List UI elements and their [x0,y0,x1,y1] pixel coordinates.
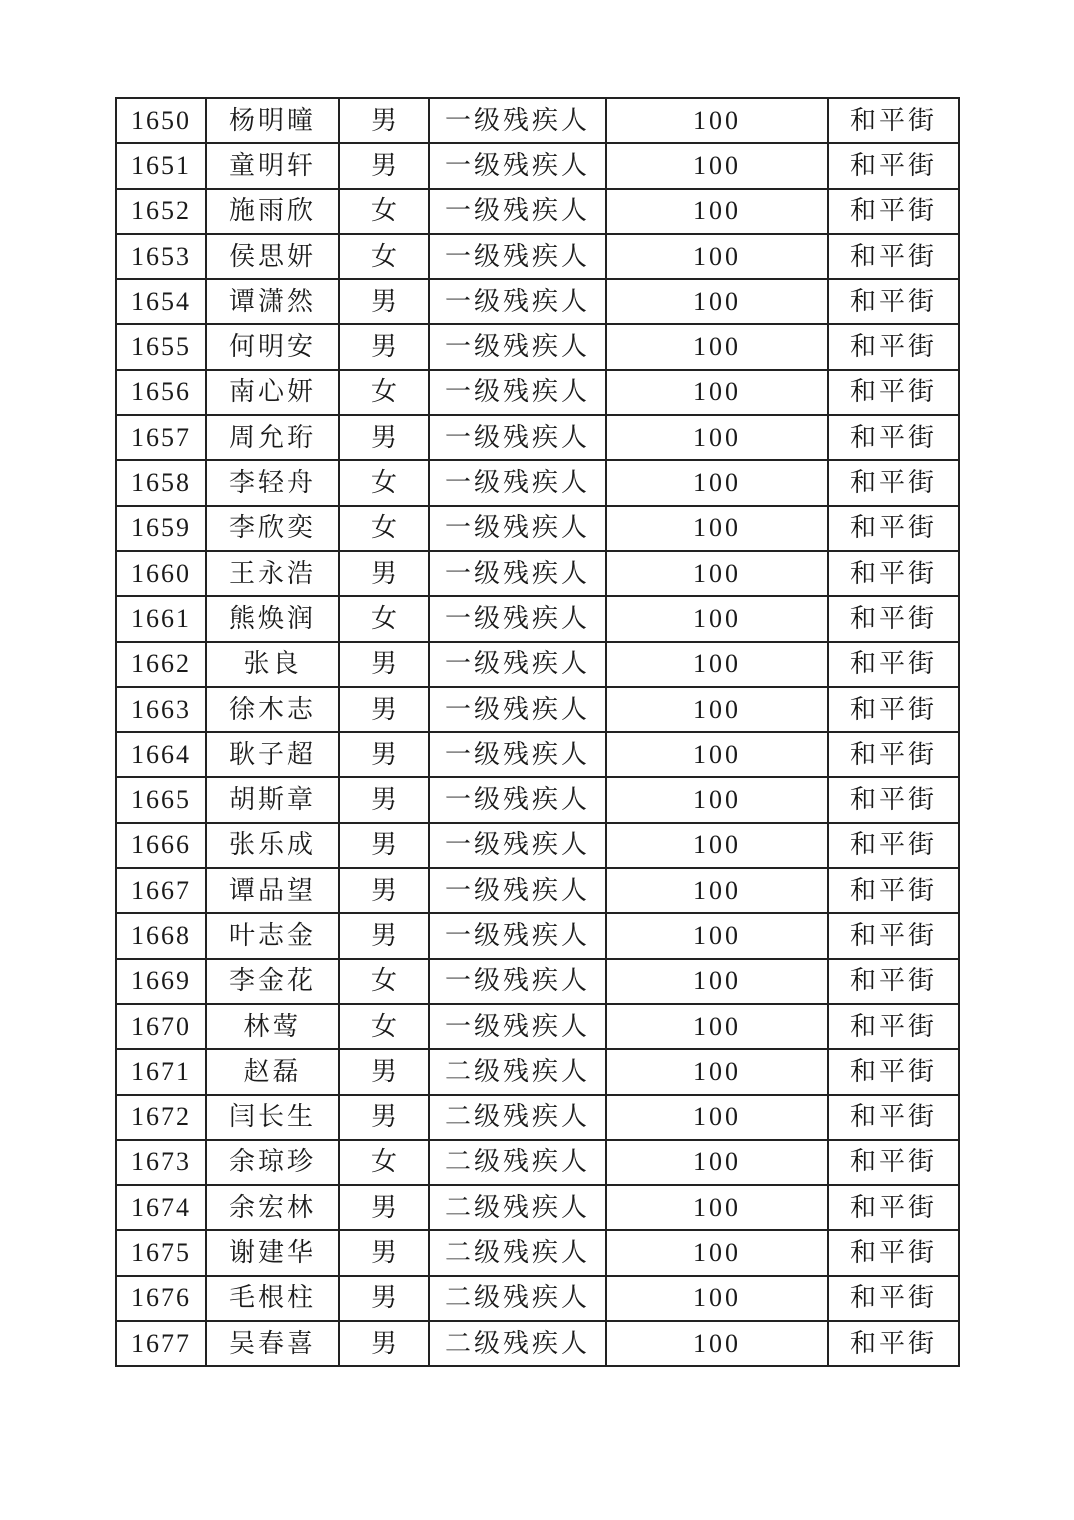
street-cell: 和平街 [828,1185,959,1230]
gender-cell: 男 [339,415,429,460]
serial-number-cell: 1650 [116,98,206,143]
street-cell: 和平街 [828,913,959,958]
name-cell: 谢建华 [206,1230,339,1275]
amount-cell: 100 [606,913,828,958]
name-cell: 李轻舟 [206,460,339,505]
table-row [116,189,959,234]
amount-cell: 100 [606,1049,828,1094]
table-row [116,370,959,415]
gender-cell: 男 [339,98,429,143]
name-cell: 李欣奕 [206,506,339,551]
amount-cell: 100 [606,687,828,732]
table-row [116,642,959,687]
name-cell: 李金花 [206,959,339,1004]
table-row [116,1095,959,1140]
name-cell: 张良 [206,642,339,687]
amount-cell: 100 [606,460,828,505]
disability-level-cell: 一级残疾人 [429,143,606,188]
serial-number-cell: 1674 [116,1185,206,1230]
street-cell: 和平街 [828,868,959,913]
serial-number-cell: 1665 [116,777,206,822]
street-cell: 和平街 [828,98,959,143]
table-row [116,1049,959,1094]
amount-cell: 100 [606,370,828,415]
subsidy-roster-table [115,97,960,1367]
amount-cell: 100 [606,415,828,460]
gender-cell: 男 [339,642,429,687]
street-cell: 和平街 [828,1049,959,1094]
street-cell: 和平街 [828,1321,959,1366]
name-cell: 胡斯章 [206,777,339,822]
table-row [116,1185,959,1230]
disability-level-cell: 一级残疾人 [429,98,606,143]
serial-number-cell: 1662 [116,642,206,687]
street-cell: 和平街 [828,1230,959,1275]
gender-cell: 女 [339,1140,429,1185]
name-cell: 赵磊 [206,1049,339,1094]
disability-level-cell: 二级残疾人 [429,1049,606,1094]
gender-cell: 女 [339,234,429,279]
amount-cell: 100 [606,777,828,822]
street-cell: 和平街 [828,1095,959,1140]
disability-level-cell: 一级残疾人 [429,868,606,913]
gender-cell: 男 [339,687,429,732]
serial-number-cell: 1675 [116,1230,206,1275]
gender-cell: 男 [339,1321,429,1366]
serial-number-cell: 1658 [116,460,206,505]
table-row [116,596,959,641]
serial-number-cell: 1664 [116,732,206,777]
gender-cell: 男 [339,1185,429,1230]
gender-cell: 男 [339,732,429,777]
street-cell: 和平街 [828,732,959,777]
serial-number-cell: 1652 [116,189,206,234]
name-cell: 张乐成 [206,823,339,868]
gender-cell: 男 [339,868,429,913]
gender-cell: 女 [339,460,429,505]
amount-cell: 100 [606,596,828,641]
disability-level-cell: 一级残疾人 [429,1004,606,1049]
name-cell: 南心妍 [206,370,339,415]
name-cell: 熊焕润 [206,596,339,641]
street-cell: 和平街 [828,1004,959,1049]
serial-number-cell: 1655 [116,324,206,369]
gender-cell: 男 [339,1049,429,1094]
gender-cell: 男 [339,777,429,822]
disability-level-cell: 一级残疾人 [429,234,606,279]
name-cell: 周允珩 [206,415,339,460]
serial-number-cell: 1676 [116,1276,206,1321]
gender-cell: 女 [339,506,429,551]
serial-number-cell: 1657 [116,415,206,460]
street-cell: 和平街 [828,415,959,460]
disability-level-cell: 一级残疾人 [429,506,606,551]
street-cell: 和平街 [828,1140,959,1185]
street-cell: 和平街 [828,823,959,868]
name-cell: 杨明曈 [206,98,339,143]
disability-level-cell: 二级残疾人 [429,1276,606,1321]
serial-number-cell: 1672 [116,1095,206,1140]
table-row [116,732,959,777]
serial-number-cell: 1660 [116,551,206,596]
table-row [116,1140,959,1185]
street-cell: 和平街 [828,777,959,822]
table-row [116,415,959,460]
serial-number-cell: 1663 [116,687,206,732]
name-cell: 谭品望 [206,868,339,913]
table-row [116,551,959,596]
gender-cell: 女 [339,1004,429,1049]
table-row [116,279,959,324]
street-cell: 和平街 [828,460,959,505]
serial-number-cell: 1659 [116,506,206,551]
amount-cell: 100 [606,143,828,188]
amount-cell: 100 [606,959,828,1004]
name-cell: 谭潇然 [206,279,339,324]
serial-number-cell: 1670 [116,1004,206,1049]
name-cell: 叶志金 [206,913,339,958]
name-cell: 施雨欣 [206,189,339,234]
table-row [116,1230,959,1275]
table-row [116,1276,959,1321]
disability-level-cell: 一级残疾人 [429,913,606,958]
disability-level-cell: 一级残疾人 [429,189,606,234]
name-cell: 王永浩 [206,551,339,596]
street-cell: 和平街 [828,642,959,687]
gender-cell: 女 [339,370,429,415]
gender-cell: 女 [339,596,429,641]
street-cell: 和平街 [828,279,959,324]
gender-cell: 男 [339,551,429,596]
serial-number-cell: 1677 [116,1321,206,1366]
gender-cell: 女 [339,189,429,234]
table-row [116,687,959,732]
amount-cell: 100 [606,98,828,143]
gender-cell: 男 [339,279,429,324]
amount-cell: 100 [606,234,828,279]
disability-level-cell: 二级残疾人 [429,1140,606,1185]
table-row [116,506,959,551]
table-row [116,143,959,188]
street-cell: 和平街 [828,596,959,641]
disability-level-cell: 一级残疾人 [429,551,606,596]
disability-level-cell: 二级残疾人 [429,1321,606,1366]
gender-cell: 男 [339,1095,429,1140]
disability-level-cell: 二级残疾人 [429,1095,606,1140]
gender-cell: 男 [339,823,429,868]
amount-cell: 100 [606,1321,828,1366]
street-cell: 和平街 [828,324,959,369]
street-cell: 和平街 [828,370,959,415]
table-body [116,98,959,1366]
amount-cell: 100 [606,279,828,324]
amount-cell: 100 [606,1004,828,1049]
table-row [116,823,959,868]
amount-cell: 100 [606,324,828,369]
serial-number-cell: 1654 [116,279,206,324]
table-row [116,324,959,369]
street-cell: 和平街 [828,1276,959,1321]
serial-number-cell: 1656 [116,370,206,415]
serial-number-cell: 1667 [116,868,206,913]
gender-cell: 男 [339,1230,429,1275]
name-cell: 耿子超 [206,732,339,777]
disability-level-cell: 一级残疾人 [429,460,606,505]
table-row [116,1321,959,1366]
table-row [116,98,959,143]
amount-cell: 100 [606,1140,828,1185]
name-cell: 余宏林 [206,1185,339,1230]
disability-level-cell: 一级残疾人 [429,279,606,324]
table-row [116,460,959,505]
amount-cell: 100 [606,551,828,596]
gender-cell: 男 [339,913,429,958]
disability-level-cell: 一级残疾人 [429,777,606,822]
disability-level-cell: 二级残疾人 [429,1230,606,1275]
name-cell: 毛根柱 [206,1276,339,1321]
table-row [116,959,959,1004]
street-cell: 和平街 [828,551,959,596]
table-row [116,1004,959,1049]
amount-cell: 100 [606,642,828,687]
name-cell: 闫长生 [206,1095,339,1140]
serial-number-cell: 1651 [116,143,206,188]
name-cell: 童明轩 [206,143,339,188]
gender-cell: 男 [339,1276,429,1321]
amount-cell: 100 [606,1185,828,1230]
table-row [116,234,959,279]
name-cell: 余琼珍 [206,1140,339,1185]
disability-level-cell: 一级残疾人 [429,732,606,777]
serial-number-cell: 1669 [116,959,206,1004]
street-cell: 和平街 [828,687,959,732]
name-cell: 侯思妍 [206,234,339,279]
street-cell: 和平街 [828,959,959,1004]
serial-number-cell: 1673 [116,1140,206,1185]
serial-number-cell: 1661 [116,596,206,641]
amount-cell: 100 [606,732,828,777]
name-cell: 吴春喜 [206,1321,339,1366]
disability-level-cell: 二级残疾人 [429,1185,606,1230]
amount-cell: 100 [606,1095,828,1140]
disability-level-cell: 一级残疾人 [429,642,606,687]
street-cell: 和平街 [828,143,959,188]
disability-level-cell: 一级残疾人 [429,324,606,369]
disability-level-cell: 一级残疾人 [429,415,606,460]
street-cell: 和平街 [828,234,959,279]
table-row [116,913,959,958]
amount-cell: 100 [606,823,828,868]
amount-cell: 100 [606,868,828,913]
gender-cell: 男 [339,324,429,369]
serial-number-cell: 1668 [116,913,206,958]
table-row [116,868,959,913]
amount-cell: 100 [606,1276,828,1321]
disability-level-cell: 一级残疾人 [429,687,606,732]
name-cell: 徐木志 [206,687,339,732]
serial-number-cell: 1671 [116,1049,206,1094]
disability-level-cell: 一级残疾人 [429,823,606,868]
gender-cell: 女 [339,959,429,1004]
disability-level-cell: 一级残疾人 [429,370,606,415]
amount-cell: 100 [606,506,828,551]
street-cell: 和平街 [828,189,959,234]
amount-cell: 100 [606,1230,828,1275]
serial-number-cell: 1666 [116,823,206,868]
street-cell: 和平街 [828,506,959,551]
serial-number-cell: 1653 [116,234,206,279]
name-cell: 林莺 [206,1004,339,1049]
name-cell: 何明安 [206,324,339,369]
amount-cell: 100 [606,189,828,234]
table-row [116,777,959,822]
disability-level-cell: 一级残疾人 [429,596,606,641]
disability-level-cell: 一级残疾人 [429,959,606,1004]
gender-cell: 男 [339,143,429,188]
